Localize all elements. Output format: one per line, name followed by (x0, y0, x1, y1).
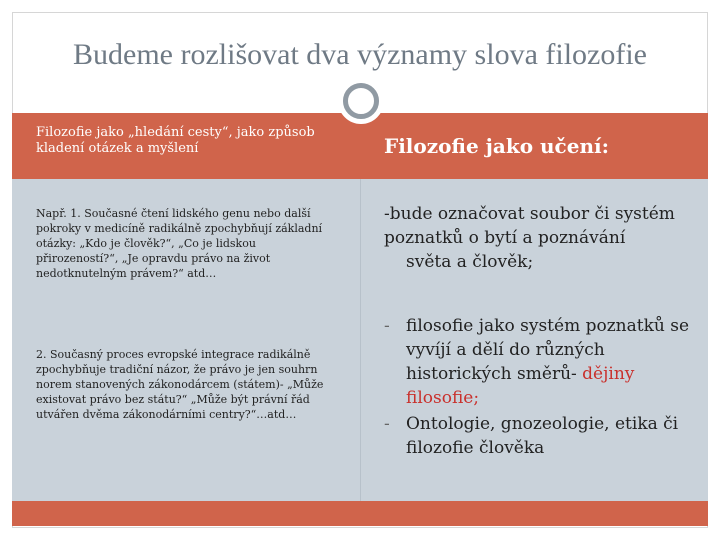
column-divider (360, 179, 361, 501)
right-line-1: -bude označovat soubor či systém (384, 204, 675, 224)
band-right-heading: Filozofie jako učení: (384, 134, 609, 158)
bullet-item-2 (384, 412, 708, 460)
bullet-1-text: filosofie jako systém poznatků se vyvíjí a dělí do různých historických směrů- (406, 316, 690, 384)
left-example-2: 2. Současný proces evropské integrace radikálně zpochybňuje tradiční názor, že právo je jen souhrn norem stanovených zákonodárcem (státem)- „Může existovat právo bez státu?“ „Může být právní řád utvářen dvěma zákonodárními centry?“…atd… (36, 348, 324, 421)
left-example-1: Např. 1. Současné čtení lidského genu nebo další pokroky v medicíně radikálně zpochybňují základní otázky: „Kdo je člověk?“, „Co je lidskou přirozeností?“, „Je opravdu právo na život nedotknutelným právem?“ atd… (36, 207, 323, 280)
bullet-2-text: Ontologie, gnozeologie, etika či filozofie člověka (406, 414, 679, 458)
right-line-3: světa a člověk; (406, 252, 534, 272)
bullet-item-1 (384, 314, 708, 410)
bullet-1-highlight: dějiny filosofie; (406, 364, 635, 408)
bullet-dash-1: - (384, 316, 390, 336)
footer-band (12, 501, 708, 526)
circle-ornament-inner (343, 83, 379, 119)
right-definition (384, 202, 708, 274)
band-left-heading: Filozofie jako „hledání cesty“, jako způsob kladení otázek a myšlení (36, 125, 315, 156)
bullet-dash-2: - (384, 414, 390, 434)
right-line-2: poznatků o bytí a poznávání (384, 228, 626, 248)
slide-title: Budeme rozlišovat dva významy slova filozofie (73, 38, 647, 71)
right-bullet-list (384, 314, 708, 462)
